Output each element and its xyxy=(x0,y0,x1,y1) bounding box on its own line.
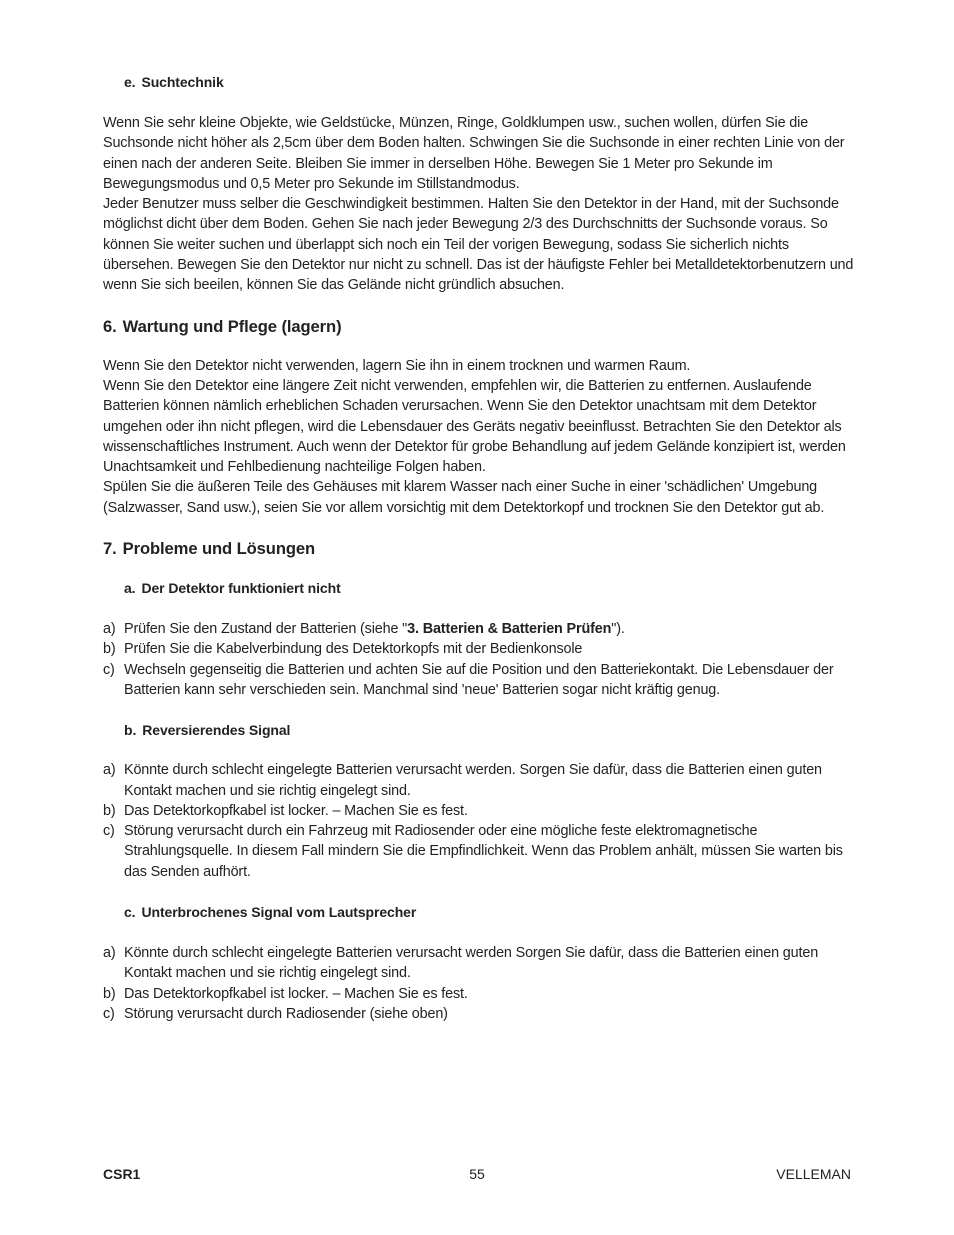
footer-brand: VELLEMAN xyxy=(776,1166,851,1182)
subsection-label: b. xyxy=(124,722,137,739)
paragraph: Spülen Sie die äußeren Teile des Gehäuses mit klarem Wasser nach einer Suche in einer 'schädlichen' Umgebung (Salzwasser, Sand usw.), seien Sie vor allem vorsichtig mit dem Detektorkopf und trocknen Sie den Detektor gut ab. xyxy=(103,479,825,516)
subsection-title: Suchtechnik xyxy=(141,74,224,90)
list-item xyxy=(103,1004,863,1024)
subsection-heading-suchtechnik xyxy=(124,72,863,92)
list-marker: c) xyxy=(103,1005,115,1022)
list-item xyxy=(103,760,863,801)
subsection-title: Unterbrochenes Signal vom Lautsprecher xyxy=(141,904,417,921)
list-item-text: "). xyxy=(611,621,625,638)
page-footer xyxy=(103,1164,851,1184)
list-marker: b) xyxy=(103,985,116,1002)
list-item-text: Prüfen Sie den Zustand der Batterien (siehe " xyxy=(124,621,408,638)
list-item xyxy=(103,660,863,701)
list-marker: c) xyxy=(103,661,115,678)
list-marker: b) xyxy=(103,641,116,658)
list-marker: c) xyxy=(103,823,115,840)
list-item-text: Störung verursacht durch Radiosender (siehe oben) xyxy=(124,1005,448,1022)
list-item-text: Könnte durch schlecht eingelegte Batterien verursacht werden Sorgen Sie dafür, dass die Batterien einen guten Kontakt machen und sie richtig eingelegt sind. xyxy=(124,945,819,982)
list-item xyxy=(103,801,863,821)
list-item-text: Das Detektorkopfkabel ist locker. – Machen Sie es fest. xyxy=(124,985,468,1002)
list-item-text: Wechseln gegenseitig die Batterien und achten Sie auf die Position und den Batteriekontakt. Die Lebensdauer der Batterien kann sehr verschieden sein. Manchmal sind 'neue' Batterien sogar nicht kräftig genug. xyxy=(124,661,834,698)
list-item xyxy=(103,943,863,984)
list-item xyxy=(103,639,863,659)
section-title: Probleme und Lösungen xyxy=(122,539,316,559)
list-marker: a) xyxy=(103,762,116,779)
subsection-label: c. xyxy=(124,904,136,921)
section-heading-wartung xyxy=(103,316,863,338)
page-number: 55 xyxy=(469,1166,485,1182)
page-content xyxy=(103,72,863,1024)
problem-list-b xyxy=(103,760,863,882)
list-item xyxy=(103,821,863,882)
section-heading-probleme xyxy=(103,538,863,560)
list-item xyxy=(103,619,863,639)
problem-list-a xyxy=(103,619,863,700)
problem-list-c xyxy=(103,943,863,1024)
subsection-heading-funktioniert-nicht xyxy=(124,578,863,598)
subsection-label: e. xyxy=(124,74,136,90)
subsection-heading-reversierendes-signal xyxy=(124,720,863,740)
list-item-text: Das Detektorkopfkabel ist locker. – Machen Sie es fest. xyxy=(124,802,468,819)
footer-model: CSR1 xyxy=(103,1166,141,1182)
list-item-text: Prüfen Sie die Kabelverbindung des Detektorkopfs mit der Bedienkonsole xyxy=(124,641,583,658)
section-number: 7. xyxy=(103,539,117,559)
list-marker: b) xyxy=(103,802,116,819)
paragraph: Jeder Benutzer muss selber die Geschwindigkeit bestimmen. Halten Sie den Detektor in der Hand, mit der Suchsonde möglichst dicht über dem Boden. Gehen Sie nach jeder Bewegung 2/3 des Durchschnitts der Suchsonde voraus. So können Sie weiter suchen und überlappt sich noch ein Teil der vorigen Bewegung, sodass Sie sicherlich nichts übersehen. Bewegen Sie den Detektor nur nicht zu schnell. Das ist der häufigste Fehler bei Metalldetektorbenutzern und wenn Sie sich beeilen, können Sie das Gelände nicht gründlich absuchen. xyxy=(103,196,854,294)
section-number: 6. xyxy=(103,316,117,336)
subsection-title: Reversierendes Signal xyxy=(142,722,291,739)
cross-reference: 3. Batterien & Batterien Prüfen xyxy=(407,621,612,638)
paragraph: Wenn Sie den Detektor nicht verwenden, lagern Sie ihn in einem trocknen und warmen Raum. xyxy=(103,357,691,374)
subsection-heading-unterbrochenes-signal xyxy=(124,902,863,922)
subsection-label: a. xyxy=(124,580,136,597)
list-marker: a) xyxy=(103,945,116,962)
list-item-text: Könnte durch schlecht eingelegte Batterien verursacht werden. Sorgen Sie dafür, dass die Batterien einen guten Kontakt machen und sie richtig eingelegt sind. xyxy=(124,762,822,799)
section-title: Wartung und Pflege (lagern) xyxy=(122,316,342,336)
list-marker: a) xyxy=(103,621,116,638)
list-item xyxy=(103,984,863,1004)
paragraph: Wenn Sie sehr kleine Objekte, wie Geldstücke, Münzen, Ringe, Goldklumpen usw., suchen wollen, dürfen Sie die Suchsonde nicht höher als 2,5cm über dem Boden halten. Schwingen Sie die Suchsonde in einer rechten Linie von der einen nach der anderen Seite. Bleiben Sie immer in derselben Höhe. Bewegen Sie 1 Meter pro Sekunde im Bewegungsmodus und 0,5 Meter pro Sekunde im Stillstandmodus. xyxy=(103,115,845,192)
paragraph: Wenn Sie den Detektor eine längere Zeit nicht verwenden, empfehlen wir, die Batterien zu entfernen. Auslaufende Batterien können nämlich erheblichen Schaden verursachen. Wenn Sie den Detektor unachtsam mit dem Detektor umgehen oder ihn nicht pflegen, wird die Lebensdauer des Geräts negativ beeinflusst. Betrachten Sie den Detektor als wissenschaftliches Instrument. Auch wenn der Detektor für grobe Behandlung auf jedem Gelände konzipiert ist, werden Unachtsamkeit und Fehlbedienung nachteilige Folgen haben. xyxy=(103,377,846,476)
list-item-text: Störung verursacht durch ein Fahrzeug mit Radiosender oder eine mögliche feste elektromagnetische Strahlungsquelle. In diesem Fall mindern Sie die Empfindlichkeit. Wenn das Problem anhält, müssen Sie warten bis das Senden aufhört. xyxy=(124,823,843,880)
subsection-title: Der Detektor funktioniert nicht xyxy=(141,580,341,597)
